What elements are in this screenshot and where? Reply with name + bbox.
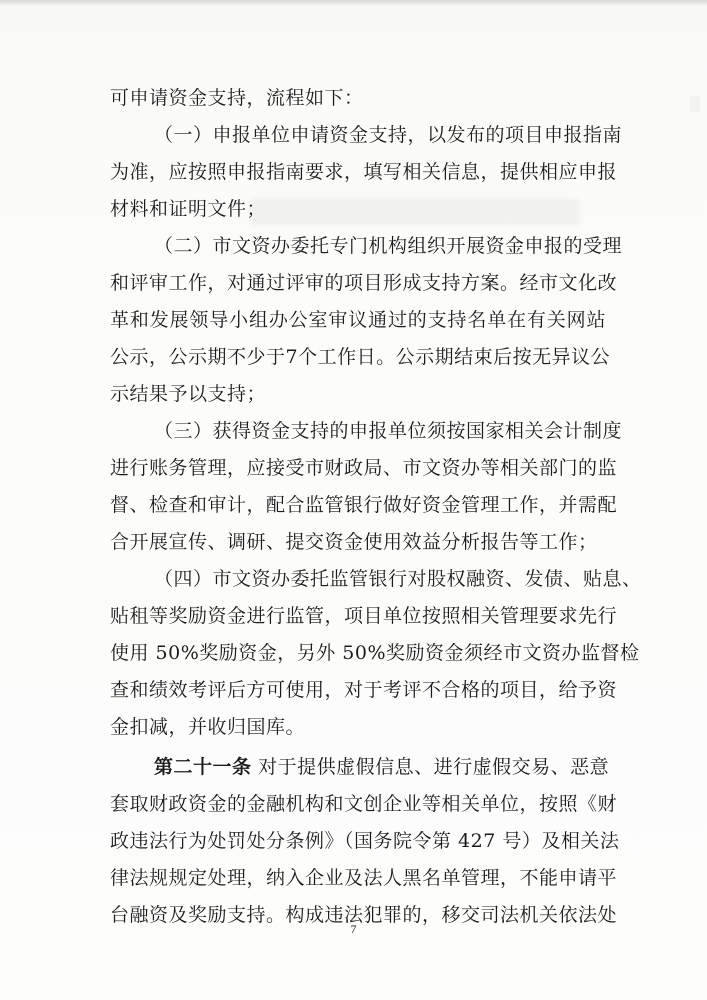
paragraph-line: 示结果予以支持； <box>110 383 267 405</box>
paragraph-line: 材料和证明文件； <box>110 198 267 220</box>
article-line: 台融资及奖励支持。构成违法犯罪的，移交司法机关依法处 <box>110 904 618 926</box>
article-line: 套取财政资金的金融机构和文创企业等相关单位，按照《财 <box>110 793 618 815</box>
paragraph-line: 金扣减，并收归国库。 <box>110 716 306 738</box>
paragraph-line: （一）申报单位申请资金支持，以发布的项目申报指南 <box>154 124 623 146</box>
paragraph-line: 督、检查和审计，配合监管银行做好资金管理工作，并需配 <box>110 494 618 516</box>
article-title: 第二十一条 <box>154 756 252 778</box>
paragraph-line: 使用 50%奖励资金，另外 50%奖励资金须经市文资办监督检 <box>110 642 640 664</box>
paragraph-line: 公示，公示期不少于7个工作日。公示期结束后按无异议公 <box>110 346 611 368</box>
body-text <box>110 86 642 940</box>
paragraph-line: 查和绩效考评后方可使用，对于考评不合格的项目，给予资 <box>110 679 618 701</box>
page-number: 7 <box>350 922 357 936</box>
paragraph-line: 可申请资金支持，流程如下： <box>110 87 364 109</box>
article-text: 对于提供虚假信息、进行虚假交易、恶意 <box>258 756 610 778</box>
paragraph-line: （三）获得资金支持的申报单位须按国家相关会计制度 <box>154 420 623 442</box>
paragraph-line: 革和发展领导小组办公室审议通过的支持名单在有关网站 <box>110 309 606 331</box>
article-line: 律法规规定处理，纳入企业及法人黑名单管理，不能申请平 <box>110 867 618 889</box>
paragraph-line: （四）市文资办委托监管银行对股权融资、发债、贴息、 <box>154 568 642 590</box>
paragraph-line: 进行账务管理，应接受市财政局、市文资办等相关部门的监 <box>110 457 618 479</box>
paragraph-line: 为准，应按照申报指南要求，填写相关信息，提供相应申报 <box>110 161 618 183</box>
page-top-shadow <box>0 0 707 6</box>
paragraph-line: 和评审工作，对通过评审的项目形成支持方案。经市文化改 <box>110 272 618 294</box>
article-first-line <box>110 755 610 792</box>
paragraph-line: 贴租等奖励资金进行监管，项目单位按照相关管理要求先行 <box>110 605 618 627</box>
paragraph-line: 合开展宣传、调研、提交资金使用效益分析报告等工作； <box>110 531 598 553</box>
article-line: 政违法行为处罚处分条例》（国务院令第 427 号）及相关法 <box>110 830 620 852</box>
paragraph-line: （二）市文资办委托专门机构组织开展资金申报的受理 <box>154 235 623 257</box>
scan-mark <box>690 96 700 112</box>
